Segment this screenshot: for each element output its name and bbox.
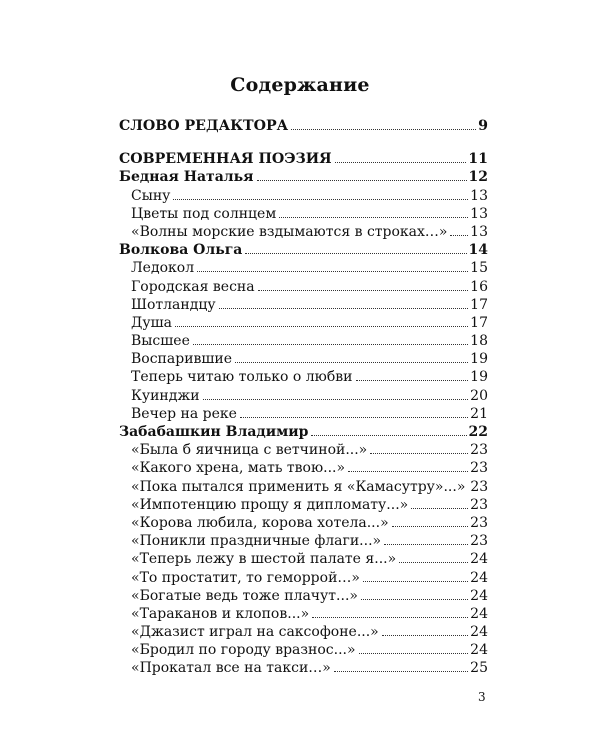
toc-entry-label: «Корова любила, корова хотела...»: [131, 514, 389, 531]
toc-entry-label: «Прокатал все на такси…»: [131, 660, 331, 677]
toc-entry-poem: [119, 350, 488, 368]
toc-entry-page: 20: [470, 387, 488, 404]
toc-entry-page: 24: [470, 587, 488, 604]
toc-entry-label: «Теперь лежу в шестой палате я...»: [131, 551, 397, 568]
table-of-contents: [119, 117, 488, 678]
toc-entry-poem: [119, 550, 488, 568]
toc-entry-label: Шотландцу: [131, 296, 216, 313]
toc-entry-label: «Какого хрена, мать твою...»: [131, 460, 346, 477]
toc-entry-label: «Была б яичница с ветчиной...»: [131, 442, 368, 459]
toc-entry-page: 19: [470, 351, 488, 368]
dot-leader: [359, 653, 469, 654]
dot-leader: [175, 326, 468, 327]
toc-entry-label: Воспарившие: [131, 351, 233, 368]
toc-entry-page: 17: [470, 314, 488, 331]
toc-entry-page: 21: [470, 405, 488, 422]
dot-leader: [361, 599, 468, 600]
toc-entry-poem: [119, 387, 488, 405]
toc-entry-poem: [119, 659, 488, 677]
toc-entry-label: Городская весна: [131, 278, 255, 295]
toc-entry-page: 23: [470, 533, 488, 550]
dot-leader: [258, 290, 469, 291]
page-title: Содержание: [230, 74, 370, 96]
dot-leader: [245, 253, 466, 254]
toc-entry-label: «Джазист играл на саксофоне...»: [131, 624, 379, 641]
dot-leader: [450, 235, 468, 236]
toc-entry-page: 17: [470, 296, 488, 313]
toc-entry-label: СЛОВО РЕДАКТОРА: [119, 118, 289, 134]
toc-entry-poem: [119, 587, 488, 605]
toc-entry-poem: [119, 314, 488, 332]
toc-entry-page: 24: [470, 569, 488, 586]
toc-entry-page: 24: [470, 642, 488, 659]
toc-entry-poem: [119, 187, 488, 205]
toc-entry-page: 24: [470, 551, 488, 568]
toc-entry-label: Сыну: [131, 187, 171, 204]
dot-leader: [219, 308, 469, 309]
toc-entry-poem: [119, 223, 488, 241]
toc-entry-poem: [119, 532, 488, 550]
dot-leader: [197, 271, 468, 272]
toc-entry-page: 24: [470, 624, 488, 641]
dot-leader: [363, 581, 468, 582]
toc-entry-label: «Пока пытался применить я «Камасутру»...»: [131, 478, 466, 495]
toc-entry-poem: [119, 514, 488, 532]
toc-entry-poem: [119, 368, 488, 386]
toc-entry-label: «Тараканов и клопов...»: [131, 605, 310, 622]
dot-leader: [311, 435, 466, 436]
toc-entry-poem: [119, 459, 488, 477]
toc-entry-page: 18: [470, 333, 488, 350]
toc-entry-label: Теперь читаю только о любви: [131, 369, 353, 386]
toc-entry-poem: [119, 278, 488, 296]
toc-entry-page: 23: [470, 460, 488, 477]
toc-entry-label: Забабашкин Владимир: [119, 424, 309, 440]
toc-entry-page: 15: [470, 260, 488, 277]
toc-entry-page: 23: [470, 514, 488, 531]
toc-entry-author: [119, 168, 488, 186]
toc-entry-page: 25: [470, 660, 488, 677]
toc-entry-page: 24: [470, 605, 488, 622]
dot-leader: [335, 162, 467, 163]
toc-entry-label: «Поникли праздничные флаги...»: [131, 533, 382, 550]
toc-entry-label: Куинджи: [131, 387, 200, 404]
toc-entry-poem: [119, 441, 488, 459]
toc-entry-poem: [119, 641, 488, 659]
dot-leader: [235, 362, 468, 363]
dot-leader: [312, 617, 468, 618]
dot-leader: [257, 180, 467, 181]
toc-entry-label: Цветы под солнцем: [131, 205, 277, 222]
toc-entry-label: «Импотенцию прощу я дипломату...»: [131, 496, 409, 513]
toc-entry-label: «Богатые ведь тоже плачут...»: [131, 587, 358, 604]
dot-leader: [356, 380, 469, 381]
toc-entry-label: Ледокол: [131, 260, 195, 277]
toc-entry-page: 23: [470, 496, 488, 513]
toc-entry-poem: [119, 296, 488, 314]
dot-leader: [291, 129, 476, 130]
toc-entry-poem: [119, 605, 488, 623]
toc-entry-poem: [119, 205, 488, 223]
dot-leader: [334, 671, 468, 672]
toc-entry-author: [119, 423, 488, 441]
dot-leader: [370, 453, 468, 454]
toc-entry-label: Волкова Ольга: [119, 242, 243, 259]
dot-leader: [382, 635, 468, 636]
dot-leader: [173, 199, 468, 200]
toc-entry-label: Вечер на реке: [131, 405, 237, 422]
toc-entry-page: 14: [468, 242, 488, 259]
toc-entry-page: 13: [470, 205, 488, 222]
toc-entry-page: 12: [468, 169, 488, 186]
toc-entry-section: [119, 150, 488, 168]
dot-leader: [392, 526, 469, 527]
toc-entry-section: [119, 117, 488, 135]
toc-entry-page: 22: [468, 424, 488, 440]
toc-entry-page: 9: [478, 118, 488, 134]
toc-entry-label: «Бродил по городу вразнос...»: [131, 642, 356, 659]
toc-entry-poem: [119, 496, 488, 514]
toc-entry-label: Душа: [131, 314, 172, 331]
toc-entry-poem: [119, 259, 488, 277]
dot-leader: [240, 417, 468, 418]
toc-entry-page: 23: [470, 442, 488, 459]
toc-entry-poem: [119, 405, 488, 423]
dot-leader: [193, 344, 468, 345]
toc-entry-page: 11: [468, 151, 488, 168]
toc-entry-author: [119, 241, 488, 259]
dot-leader: [203, 399, 469, 400]
toc-entry-poem: [119, 332, 488, 350]
toc-entry-label: Бедная Наталья: [119, 169, 254, 186]
toc-entry-label: Высшее: [131, 333, 190, 350]
toc-entry-label: «Волны морские вздымаются в строках…»: [131, 223, 448, 240]
toc-entry-page: 23: [470, 478, 489, 495]
dot-leader: [399, 562, 468, 563]
section-gap: [119, 135, 488, 150]
dot-leader: [279, 217, 468, 218]
toc-entry-poem: [119, 623, 488, 641]
page-number: 3: [478, 690, 486, 704]
toc-entry-page: 13: [470, 223, 488, 240]
toc-entry-poem: [119, 569, 488, 587]
toc-entry-page: 13: [470, 187, 488, 204]
toc-entry-label: «То простатит, то геморрой…»: [131, 569, 360, 586]
toc-entry-label: СОВРЕМЕННАЯ ПОЭЗИЯ: [119, 151, 332, 168]
dot-leader: [411, 508, 468, 509]
toc-entry-page: 19: [470, 369, 488, 386]
toc-entry-page: 16: [470, 278, 488, 295]
dot-leader: [384, 544, 468, 545]
toc-entry-poem: [119, 478, 488, 496]
dot-leader: [348, 471, 468, 472]
